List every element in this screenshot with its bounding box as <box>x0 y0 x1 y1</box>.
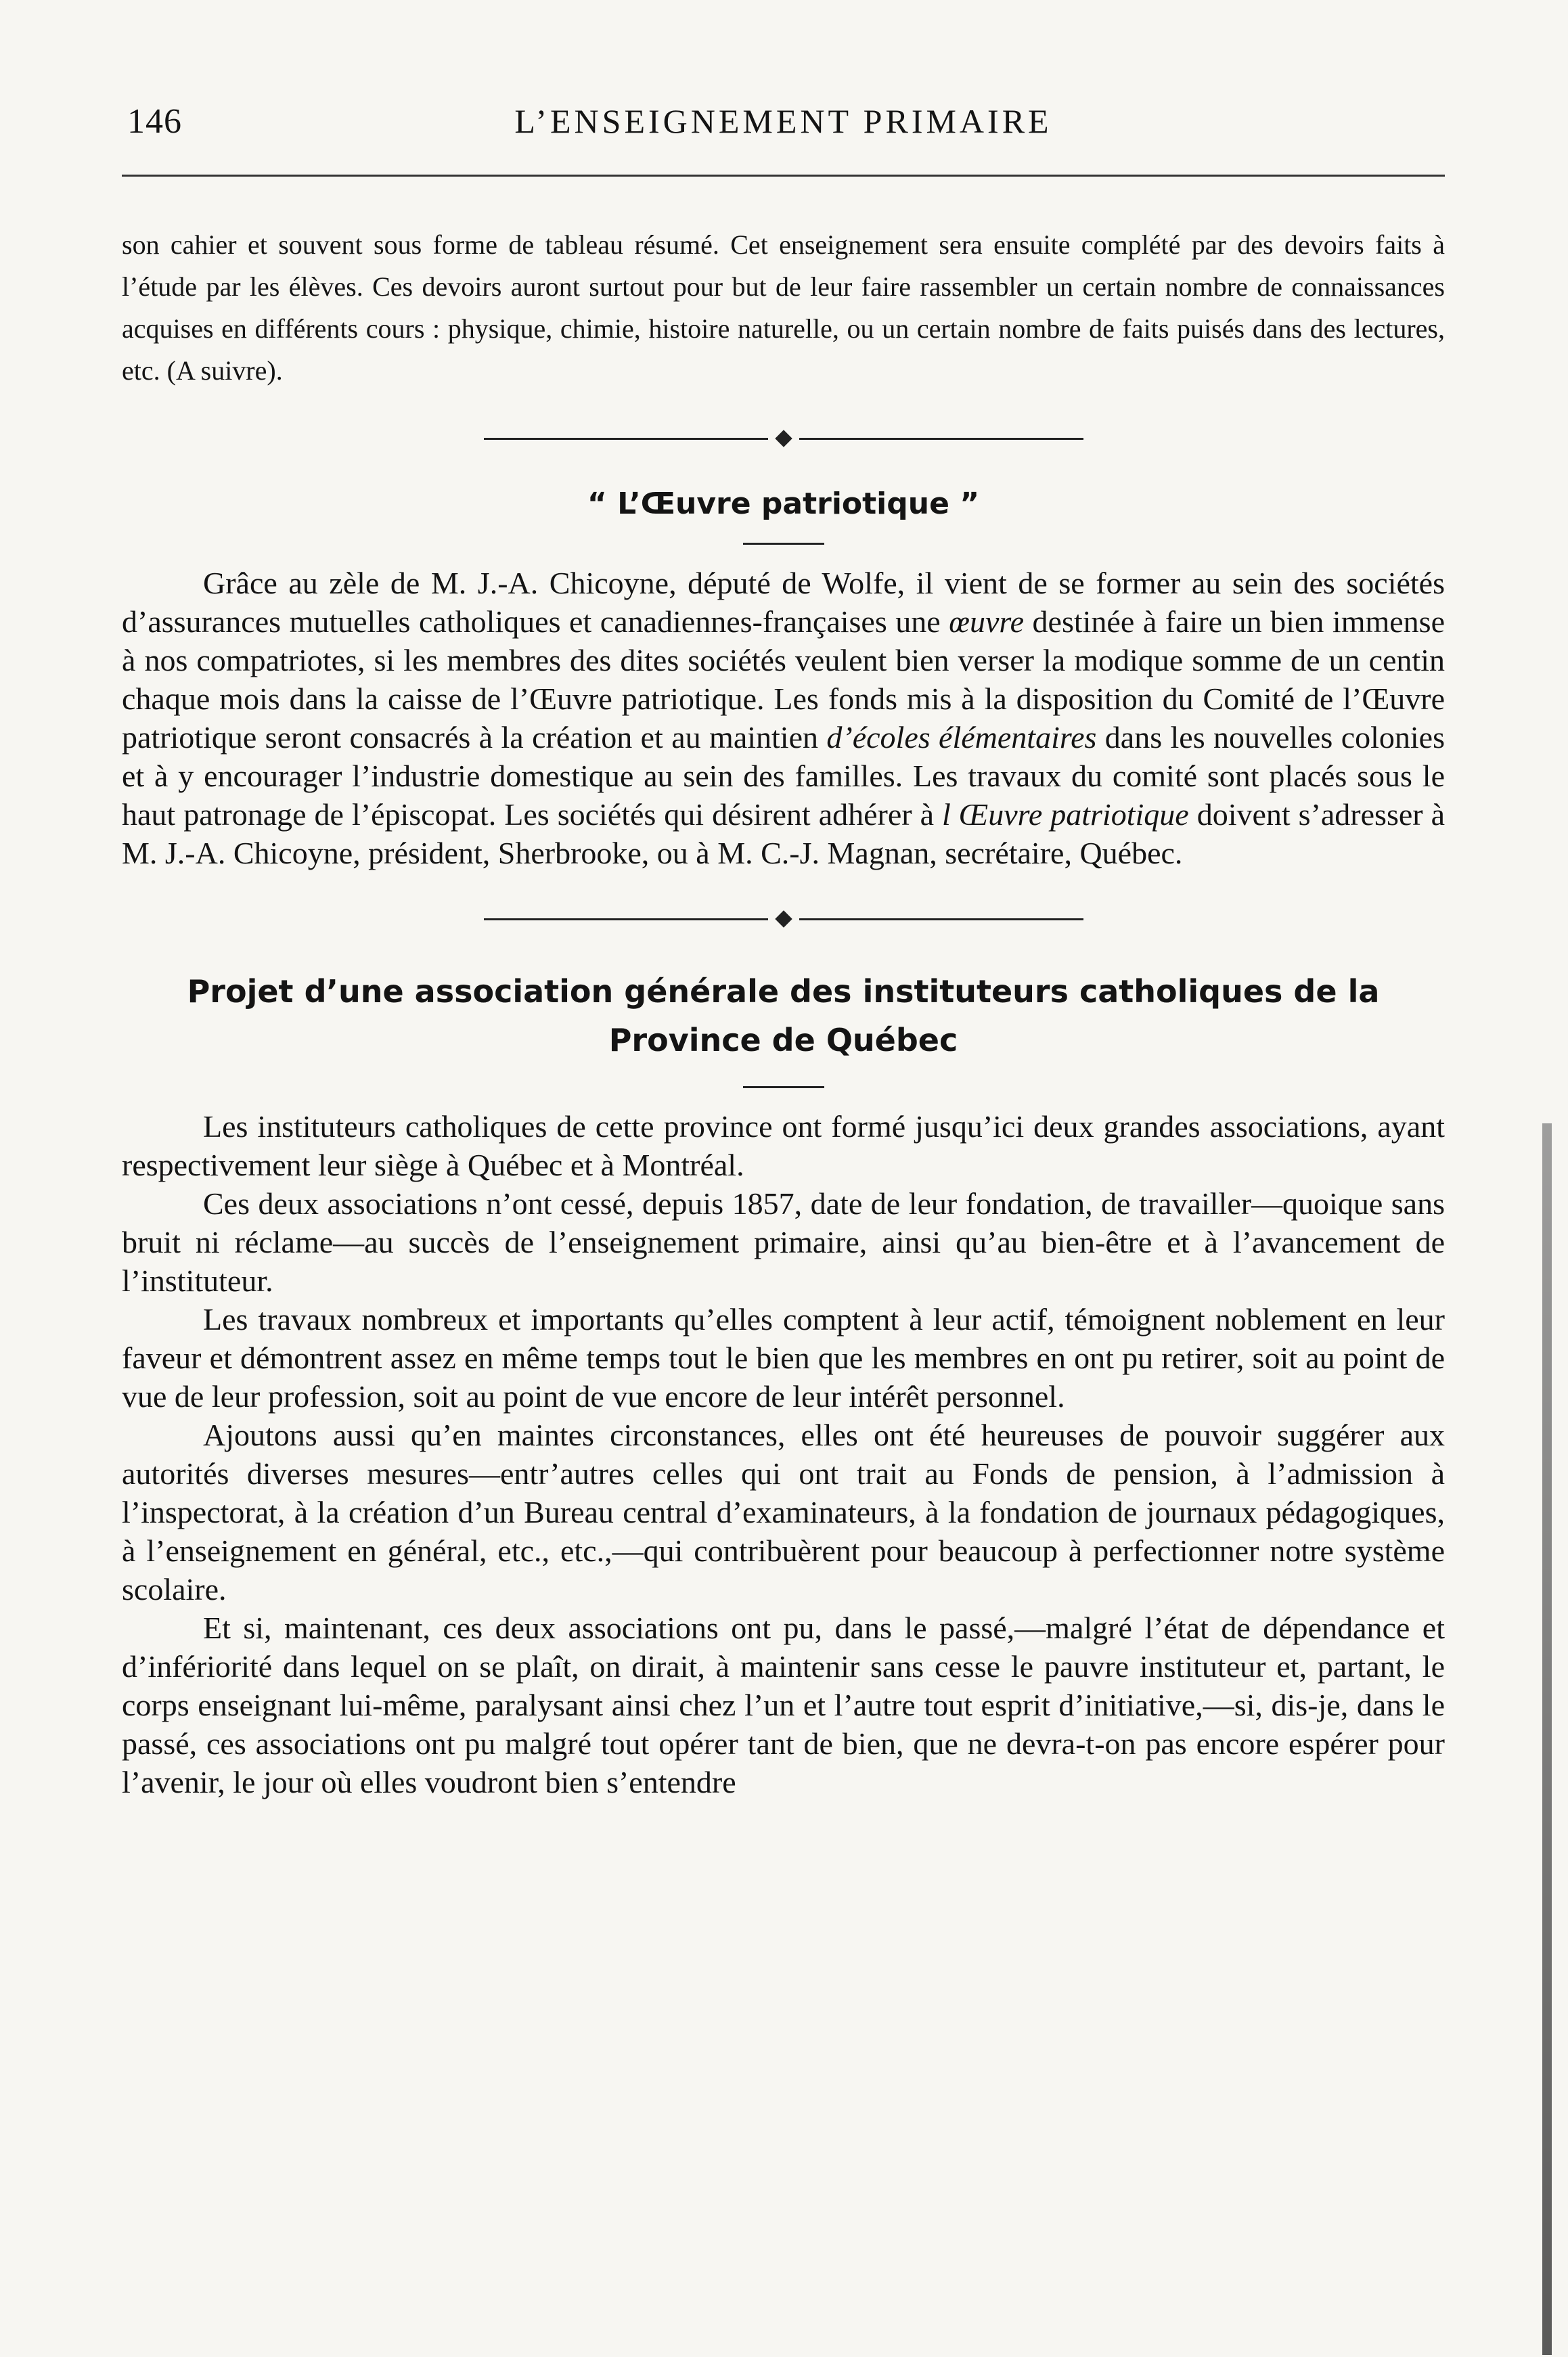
binding-edge <box>1542 1123 1552 2355</box>
previous-article-text: son cahier et souvent sous forme de tableau résumé. Cet enseignement sera ensuite complété par des devoirs faits à l’étude par les élèves. Ces devoirs auront surtout pour but de leur faire rassembler un certain nombre de connaissances acquises en différents cours : physique, chimie, histoire naturelle, ou un certain nombre de faits puisés dans des lectures, etc. <box>122 229 1445 386</box>
article2-paragraph-5: Et si, maintenant, ces deux associations ont pu, dans le passé,—malgré l’état de dépendance et d’infériorité dans lequel on se plaît, on dirait, à maintenir sans cesse le pauvre instituteur et, partant, le corps enseignant lui-même, paralysant ainsi chez l’un et l’autre tout esprit d’initiative,—si, dis-je, dans le passé, ces associations ont pu malgré tout opérer tant de bien, que ne devra-t-on pas encore espérer pour l’avenir, le jour où elles voudront bien s’entendre <box>122 1611 1445 1799</box>
header-rule <box>122 175 1445 177</box>
article2-paragraph-2: Ces deux associations n’ont cessé, depuis 1857, date de leur fondation, de travailler—quoique sans bruit ni réclame—au succès de l’enseignement primaire, ainsi qu’au bien-être et à l’avancement de l’instituteur. <box>122 1186 1445 1298</box>
ornament-line <box>799 438 1083 440</box>
running-title: L’ENSEIGNEMENT PRIMAIRE <box>514 102 1052 140</box>
ornament-diamond <box>775 430 792 447</box>
article-title-projet-association <box>122 967 1445 1064</box>
text-run: Grâce au zèle de M. J.-A. Chicoyne, député de Wolfe, il vient de se former au sein des sociétés d’assurances mutuelles catholiques et canadiennes-françaises une <box>122 566 1445 639</box>
title-rule <box>743 543 824 545</box>
ornament-divider-2 <box>122 913 1445 926</box>
running-head <box>122 102 1445 156</box>
ornament-line <box>484 438 768 440</box>
page-number: 146 <box>127 102 182 141</box>
title-line-2: Province de Québec <box>608 1022 958 1058</box>
article-title-oeuvre-patriotique: “ L’Œuvre patriotique ” <box>587 487 980 521</box>
article1-paragraph <box>122 564 1445 872</box>
text-run: destinée à faire un bien immense à nos compatriotes, si les membres des dites sociétés veulent bien verser la modique somme de un centin chaque mois dans la caisse de l’Œuvre patriotique. Les fonds mis à la disposition du Comité de l’Œuvre patriotique seront consacrés à la création et au maintien <box>122 604 1445 755</box>
article2-paragraph-3: Les travaux nombreux et importants qu’elles comptent à leur actif, témoignent noblement en leur faveur et démontrent assez en même temps tout le bien que les membres en ont pu retirer, soit au point de vue de leur profession, soit au point de vue encore de leur intérêt personnel. <box>122 1302 1445 1414</box>
ornament-diamond <box>775 911 792 928</box>
italic-run: l Œuvre patriotique <box>942 797 1189 832</box>
title-line-1: Projet d’une association générale des instituteurs catholiques de la <box>187 973 1380 1010</box>
text-run: dans les nouvelles colonies et à y encourager l’industrie domestique au sein des familles. Les travaux du comité sont placés sous le haut patronage de l’épiscopat. Les sociétés qui désirent adhérer à <box>122 720 1446 832</box>
text-run: doivent s’adresser à M. J.-A. Chicoyne, président, Sherbrooke, ou à M. C.-J. Magnan, secrétaire, Québec. <box>122 797 1445 870</box>
previous-article-ending <box>122 224 1445 392</box>
ornament-line <box>484 918 768 920</box>
italic-run: d’écoles élémentaires <box>826 720 1097 755</box>
ornament-divider-1 <box>122 432 1445 446</box>
italic-run: œuvre <box>949 604 1024 639</box>
article2-paragraph-4: Ajoutons aussi qu’en maintes circonstances, elles ont été heureuses de pouvoir suggérer aux autorités diverses mesures—entr’autres celles qui ont trait au Fonds de pension, à l’admission à l’inspectorat, à la création d’un Bureau central d’examinateurs, à la fondation de journaux pédagogiques, à l’enseignement en général, etc., etc.,—qui contribuèrent pour beaucoup à perfectionner notre système scolaire. <box>122 1418 1445 1607</box>
page <box>122 102 1445 1801</box>
ornament-line <box>799 918 1083 920</box>
article2-paragraph-1: Les instituteurs catholiques de cette province ont formé jusqu’ici deux grandes associations, ayant respectivement leur siège à Québec et à Montréal. <box>122 1109 1445 1182</box>
title-rule <box>743 1086 824 1088</box>
suite-note: (A suivre). <box>166 355 283 386</box>
